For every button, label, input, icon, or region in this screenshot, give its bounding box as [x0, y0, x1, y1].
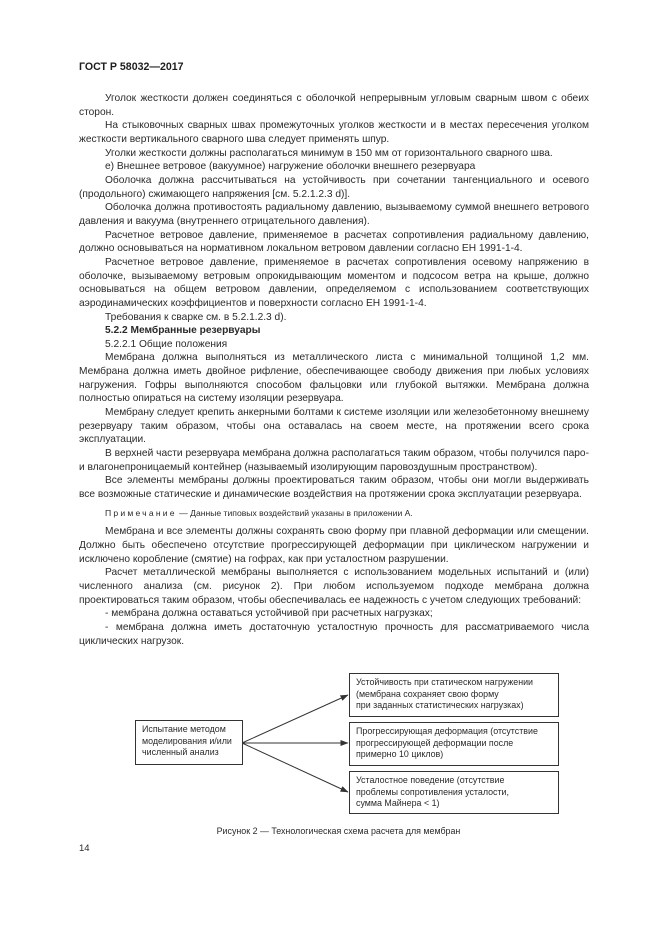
paragraph: Мембрану следует крепить анкерными болтами к системе изоляции или железобетонному внешнему резервуару таким образом, чтобы она оставалась на своем месте, на протяжении всего срока эксплуатации. [79, 407, 589, 446]
figure-caption-text: Рисунок 2 — Технологическая схема расчета для мембран [216, 826, 461, 836]
flowchart-box-static-stability [349, 673, 559, 717]
paragraph: Уголки жесткости должны располагаться минимум в 150 мм от горизонтального сварного шва. [105, 147, 553, 159]
paragraph: Оболочка должна противостоять радиальному давлению, вызываемому суммой внешнего ветрового давления и вакуума (внутреннего отрицательного давления). [79, 202, 589, 227]
flowchart-box-progressive-deformation [349, 722, 559, 766]
paragraph: Уголок жесткости должен соединяться с оболочкой непрерывным угловым сварным швом с обеих сторон. [79, 93, 589, 118]
box-line: проблемы сопротивления усталости, [356, 786, 509, 797]
note-label: Примечание [105, 507, 177, 518]
paragraph: Требования к сварке см. в 5.2.1.2.3 d). [105, 311, 287, 323]
box-line: численный анализ [142, 747, 219, 758]
paragraph: Расчетное ветровое давление, применяемое в расчетах сопротивления осевому напряжению в оболочке, вызываемому ветровым опрокидывающим моментом и подсосом ветра на крыше, должно основываться на общем ветровом давлении, определяемом с использованием соответствующих аэродинамических коэффициентов и поверхности согласно ЕН 1991-1-4. [79, 256, 589, 309]
paragraph: Мембрана и все элементы должны сохранять свою форму при плавной деформации или смещении. Должно быть обеспечено отсутствие прогрессирующей деформации при циклическом нагружении и исключено коробление (смятие) на гофрах, как при усталостном разрушении. [79, 526, 589, 565]
body-text [79, 92, 589, 648]
box-line: Прогрессирующая деформация (отсутствие [356, 726, 538, 736]
paragraph: Все элементы мембраны должны проектироваться таким образом, чтобы они могли выдерживать все возможные статические и динамические воздействия на протяжении срока эксплуатации резервуара. [79, 475, 589, 501]
flowchart-box-fatigue-behavior [349, 771, 559, 814]
flowchart-source-box [135, 720, 243, 765]
box-line: Усталостное поведение (отсутствие [356, 775, 505, 785]
box-line: при заданных статистических нагрузках) [356, 700, 524, 711]
list-item: - мембрана должна оставаться устойчивой при расчетных нагрузках; [105, 608, 433, 620]
box-line: (мембрана сохраняет свою форму [356, 688, 499, 699]
paragraph: Расчетное ветровое давление, применяемое в расчетах сопротивления радиальному давлению, должно основываться на нормативном локальном ветровом давлении согласно ЕН 1991-1-4. [79, 229, 589, 255]
box-line: прогрессирующей деформации после [356, 737, 514, 748]
paragraph: В верхней части резервуара мембрана должна располагаться таким образом, чтобы получился паро- и влагонепроницаемый контейнер (называемый изолирующим паровоздушным пространством). [79, 448, 589, 473]
paragraph: На стыковочных сварных швах промежуточных уголков жесткости и в местах пересечения уголком жесткости вертикального сварного шва следует применять шпур. [79, 120, 589, 145]
figure-caption [0, 826, 661, 836]
box-line: Испытание методом [142, 724, 226, 734]
box-line: Устойчивость при статическом нагружении [356, 677, 534, 687]
paragraph: Мембрана должна выполняться из металлического листа с минимальной толщиной 1,2 мм. Мембрана должна иметь двойное рифление, обеспечивающее свободу движения при любых условиях нагружения. Гофры выполняются способом фальцовки или глубокой вытяжки. Мембрана должна полностью опираться на систему изоляции резервуара. [79, 352, 589, 405]
list-item: - мембрана должна иметь достаточную усталостную прочность для рассматриваемого числа циклических нагрузок. [79, 621, 589, 647]
box-line: сумма Майнера < 1) [356, 798, 440, 809]
paragraph: Расчет металлической мембраны выполняется с использованием модельных испытаний и (или) численного анализа (см. рисунок 2). При любом используемом подходе мембрана должна проектироваться таким образом, чтобы обеспечивалась ее надежность с учетом следующих требований: [79, 567, 589, 606]
note-text: — Данные типовых воздействий указаны в приложении А. [176, 507, 413, 518]
section-heading: 5.2.2 Мембранные резервуары [105, 325, 261, 337]
box-line: примерно 10 циклов) [356, 749, 444, 760]
list-item-e: е) Внешнее ветровое (вакуумное) нагружение оболочки внешнего резервуара [105, 161, 476, 173]
page-number: 14 [79, 843, 90, 854]
subsection-heading: 5.2.2.1 Общие положения [105, 338, 228, 350]
document-header: ГОСТ Р 58032—2017 [79, 61, 184, 73]
box-line: моделирования и/или [142, 735, 232, 746]
note [79, 507, 589, 521]
paragraph: Оболочка должна рассчитываться на устойчивость при сочетании тангенциального и осевого (продольного) сжимающего напряжения [см. 5.2.1.2.3 d)]. [79, 174, 589, 200]
